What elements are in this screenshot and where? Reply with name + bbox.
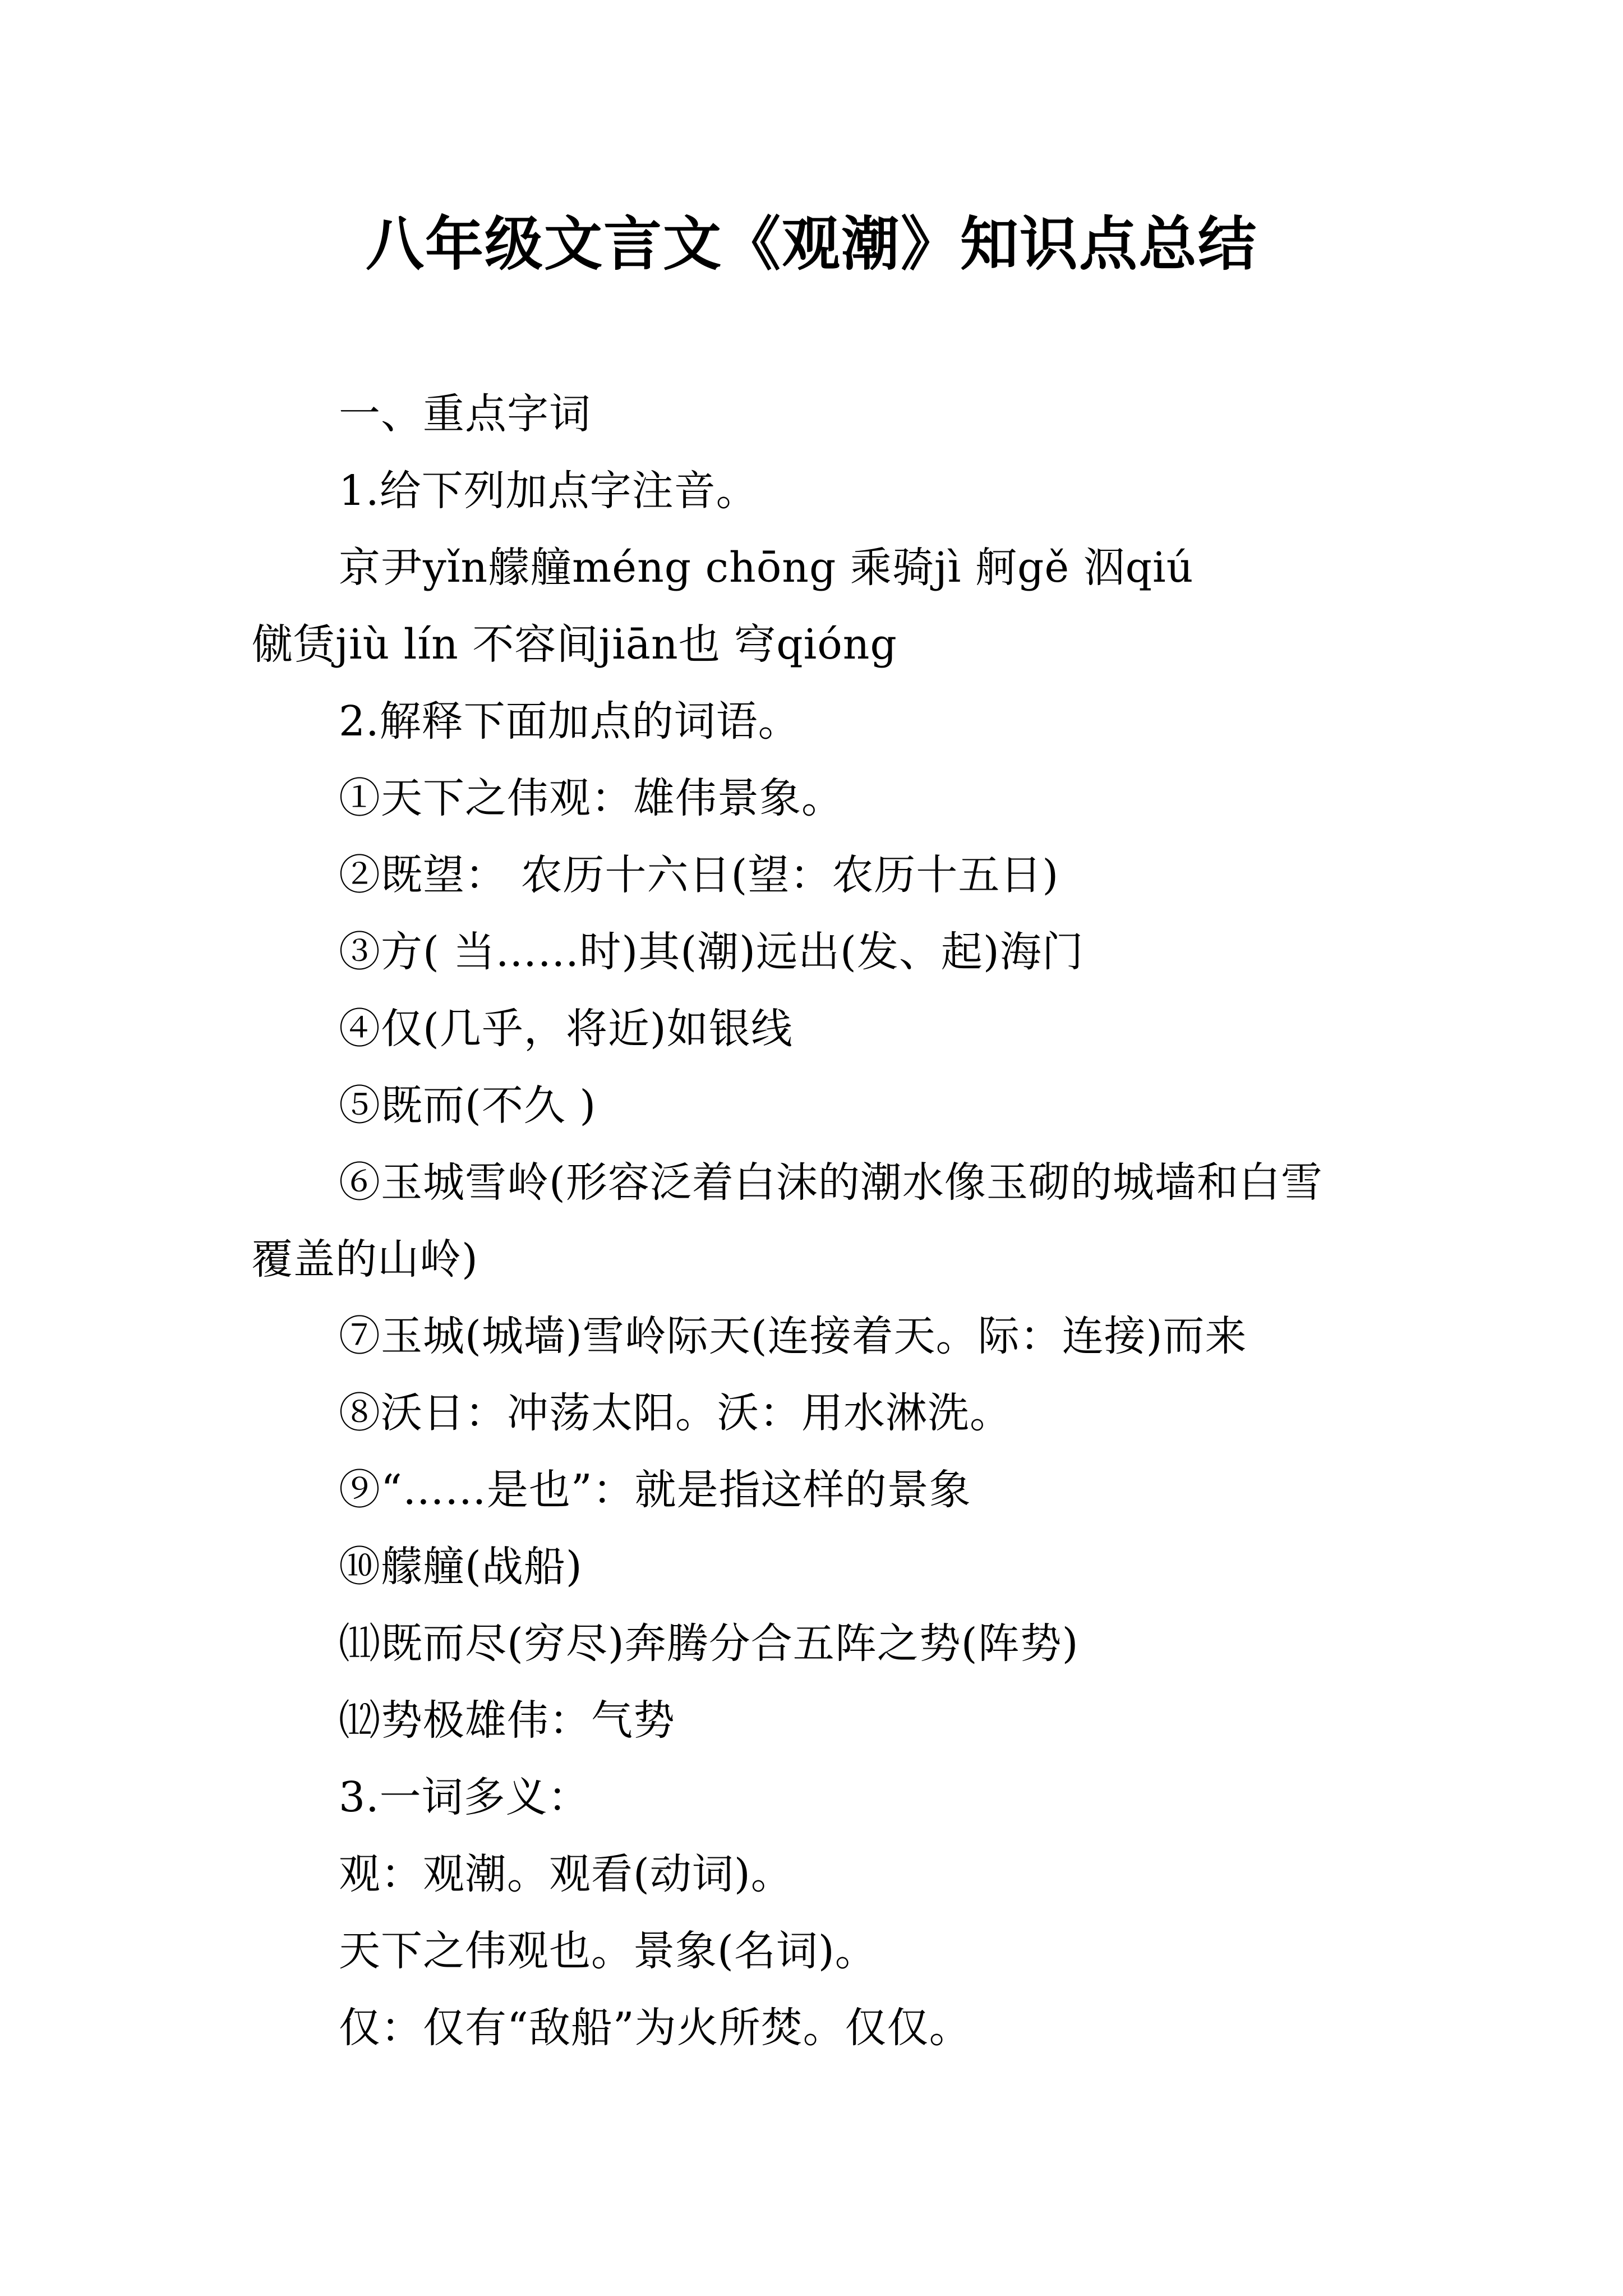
definition-item-4: ④仅(几乎，将近)如银线 <box>339 1005 793 1053</box>
question-2-heading: 2.解释下面加点的词语。 <box>339 697 800 746</box>
pinyin-line-1: 京尹yǐn艨艟méng chōng 乘骑jì 舸gě 泅qiú <box>339 544 1194 592</box>
polysemy-item-3: 仅：仅有“敌船”为火所焚。仅仅。 <box>339 2004 971 2052</box>
definition-item-10: ⑩艨艟(战船) <box>339 1543 583 1591</box>
polysemy-item-2: 天下之伟观也。景象(名词)。 <box>339 1927 877 1975</box>
definition-item-6-continued: 覆盖的山岭) <box>251 1235 478 1283</box>
definition-item-6: ⑥玉城雪岭(形容泛着白沫的潮水像玉砌的城墙和白雪 <box>339 1158 1323 1207</box>
question-1-heading: 1.给下列加点字注音。 <box>339 467 758 515</box>
definition-item-1: ①天下之伟观：雄伟景象。 <box>339 774 843 822</box>
definition-item-9: ⑨“……是也”：就是指这样的景象 <box>339 1466 971 1514</box>
definition-item-5: ⑤既而(不久 ) <box>339 1082 597 1130</box>
definition-item-7: ⑦玉城(城墙)雪岭际天(连接着天。际：连接)而来 <box>339 1312 1247 1360</box>
document-body <box>251 376 1384 2067</box>
definition-item-8: ⑧沃日：冲荡太阳。沃：用水淋洗。 <box>339 1389 1012 1437</box>
document-title: 八年级文言文《观潮》知识点总结 <box>365 210 1257 278</box>
definition-item-11: ⑾既而尽(穷尽)奔腾分合五阵之势(阵势) <box>339 1619 1079 1668</box>
polysemy-item-1: 观：观潮。观看(动词)。 <box>339 1850 793 1898</box>
definition-item-3: ③方( 当……时)其(潮)远出(发、起)海门 <box>339 928 1084 976</box>
pinyin-line-2: 僦赁jiù lín 不容间jiān也 穹qióng <box>251 620 897 669</box>
definition-item-2: ②既望： 农历十六日(望：农历十五日) <box>339 851 1059 899</box>
question-3-heading: 3.一词多义： <box>339 1773 590 1821</box>
section-heading-key-words: 一、重点字词 <box>339 390 591 438</box>
definition-item-12: ⑿势极雄伟：气势 <box>339 1696 675 1745</box>
